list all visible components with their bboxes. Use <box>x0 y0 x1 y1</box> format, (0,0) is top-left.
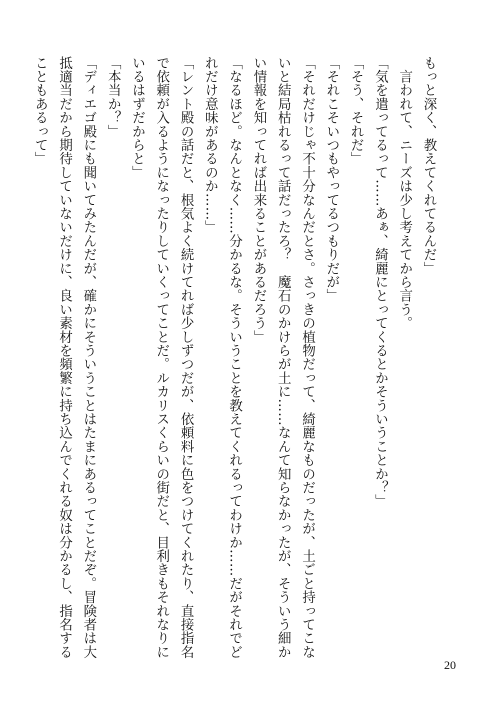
text-line: 「そう、それだ」 <box>348 56 364 166</box>
text-line: もっと深く、教えてくれてるんだ」 <box>421 56 436 276</box>
text-line: で依頼が入るようになったりしていくってことだ。ルカリスくらいの街だと、目利きもそれなりに <box>153 56 169 659</box>
page-number: 20 <box>444 658 456 672</box>
text-line: 「それこそいつもやってるつもりだが」 <box>323 56 339 303</box>
text-line: 「気を遣ってるって……あぁ、綺麗にとってくるとかそういうことか？」 <box>372 56 388 509</box>
text-line: いるはずだからと」 <box>129 56 145 180</box>
text-line: 「それだけじゃ不十分なんだとさ。さっきの植物だって、綺麗なものだったが、土ごと持ってこな <box>299 56 315 659</box>
text-line: 「本当か？」 <box>105 56 121 139</box>
text-line: いと結局枯れるって話だったろ？ 魔石のかけらが土に……なんて知らなかったが、そういう細か <box>275 56 291 659</box>
vertical-text-body <box>32 56 440 659</box>
text-line: こともあるって」 <box>32 56 48 166</box>
text-line: 言われて、ニーズは少し考えてから言う。 <box>396 56 412 330</box>
text-line: 「レント殿の話だと、根気よく続けてれば少しずつだが、依頼料に色をつけてくれたり、直接指名 <box>178 56 194 659</box>
text-line: 「なるほど。なんとなく……分かるな。そういうことを教えてくれるってわけか……だがそれでど <box>226 56 242 659</box>
text-line: 「ディエゴ殿にも聞いてみたんだが、確かにそういうことはたまにあるってことだぞ。冒険者は大 <box>80 56 96 659</box>
text-line: 抵適当だから期待していないだけに、良い素材を頻繁に持ち込んでくれる奴は分かるし、指名する <box>56 56 72 659</box>
text-line: い情報を知ってれば出来ることがあるだろう」 <box>250 56 266 344</box>
text-line: れだけ意味があるのか……」 <box>202 56 218 235</box>
